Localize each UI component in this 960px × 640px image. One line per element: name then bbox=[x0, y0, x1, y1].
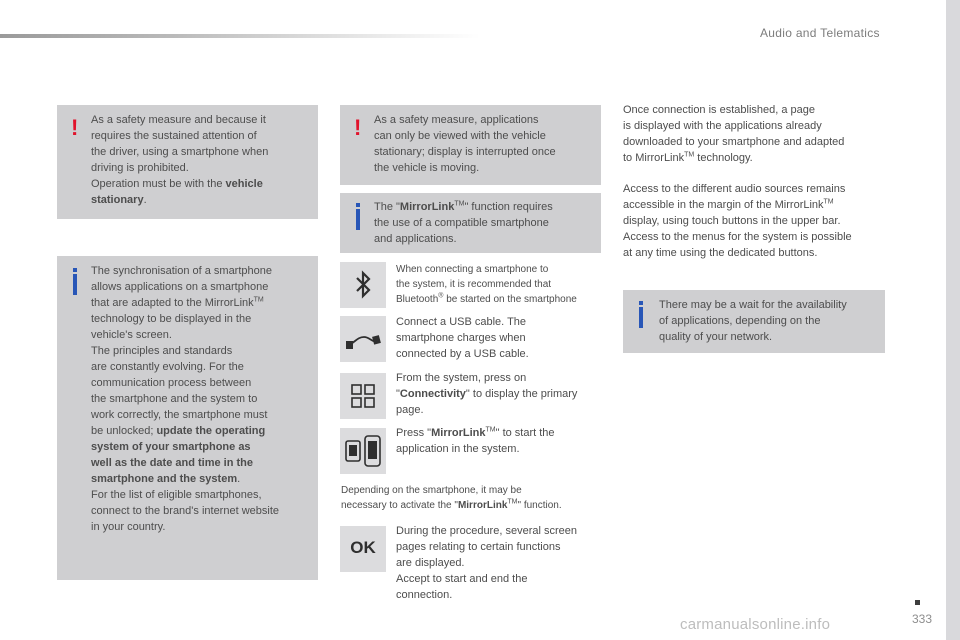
usb-cable-icon bbox=[340, 316, 386, 362]
text-line bbox=[374, 199, 596, 215]
usb-tile bbox=[340, 316, 386, 362]
left-warning-text bbox=[91, 112, 311, 208]
text-line: requires the sustained attention of bbox=[91, 130, 257, 142]
text-run: " function. bbox=[517, 500, 562, 511]
left-info-box bbox=[57, 256, 318, 580]
info-icon bbox=[639, 307, 643, 328]
text-line: and applications. bbox=[374, 233, 457, 245]
usb-step-text bbox=[396, 314, 602, 362]
page-edge-strip bbox=[946, 0, 960, 640]
text-run: " function requires bbox=[464, 201, 553, 213]
text-line: Access to the different audio sources remains bbox=[623, 183, 846, 195]
text-line: page. bbox=[396, 404, 424, 416]
text-line: the use of a compatible smartphone bbox=[374, 217, 549, 229]
connectivity-tile[interactable] bbox=[340, 373, 386, 419]
warning-icon: ! bbox=[354, 115, 362, 140]
text-line bbox=[396, 292, 602, 307]
text-run: " bbox=[396, 388, 400, 400]
text-run: be unlocked; bbox=[91, 425, 157, 437]
right-paragraph-2 bbox=[623, 181, 893, 261]
text-line: can only be viewed with the vehicle bbox=[374, 130, 546, 142]
bluetooth-step-text bbox=[396, 262, 602, 307]
text-line: system of your smartphone as bbox=[91, 441, 251, 453]
text-line: is displayed with the applications already bbox=[623, 120, 822, 132]
text-line: work correctly, the smartphone must bbox=[91, 409, 268, 421]
text-run: Operation must be with the bbox=[91, 178, 226, 190]
text-run: accessible in the margin of the MirrorLink bbox=[623, 199, 824, 211]
trademark-sup: TM bbox=[684, 151, 695, 159]
text-line: are displayed. bbox=[396, 557, 465, 569]
text-line: During the procedure, several screen bbox=[396, 525, 577, 537]
text-line: As a safety measure and because it bbox=[91, 114, 266, 126]
text-line: driving is prohibited. bbox=[91, 162, 189, 174]
mirrorlink-step-text bbox=[396, 425, 602, 457]
text-line: connection. bbox=[396, 589, 453, 601]
watermark: carmanualsonline.info bbox=[680, 616, 831, 633]
text-line: As a safety measure, applications bbox=[374, 114, 539, 126]
text-line: downloaded to your smartphone and adapted bbox=[623, 136, 845, 148]
text-line bbox=[91, 192, 311, 208]
text-line: of applications, depending on the bbox=[659, 315, 821, 327]
text-line: Once connection is established, a page bbox=[623, 104, 816, 116]
middle-info-box bbox=[340, 193, 601, 253]
text-line bbox=[91, 295, 313, 311]
text-line: at any time using the dedicated buttons. bbox=[623, 247, 818, 259]
text-line bbox=[91, 176, 311, 192]
bluetooth-tile bbox=[340, 262, 386, 308]
middle-warning-text bbox=[374, 112, 596, 176]
page-number: 333 bbox=[912, 612, 933, 626]
text-line: well as the date and time in the bbox=[91, 457, 253, 469]
text-line: the driver, using a smartphone when bbox=[91, 146, 269, 158]
text-line: pages relating to certain functions bbox=[396, 541, 561, 553]
text-run: technology. bbox=[694, 152, 753, 164]
text-line: the smartphone and the system to bbox=[91, 393, 258, 405]
text-line: the vehicle is moving. bbox=[374, 162, 480, 174]
bold-run: MirrorLink bbox=[399, 201, 455, 213]
activation-note bbox=[341, 483, 603, 513]
text-run: that are adapted to the MirrorLink bbox=[91, 297, 254, 309]
mirrorlink-tile[interactable] bbox=[340, 428, 386, 474]
text-line: in your country. bbox=[91, 521, 166, 533]
left-warning-box bbox=[57, 105, 318, 219]
text-line: smartphone charges when bbox=[396, 332, 526, 344]
text-line bbox=[341, 498, 603, 513]
ok-tile[interactable] bbox=[340, 526, 386, 572]
mirrorlink-icon bbox=[340, 428, 386, 474]
warning-icon: ! bbox=[71, 115, 79, 140]
text-line: communication process between bbox=[91, 377, 252, 389]
text-line bbox=[396, 386, 606, 402]
text-line: The principles and standards bbox=[91, 345, 233, 357]
text-run: . bbox=[143, 194, 147, 206]
text-run: " to start the bbox=[495, 427, 555, 439]
text-run: " to display the primary bbox=[465, 388, 578, 400]
trademark-sup: TM bbox=[507, 498, 518, 506]
text-line: display, using touch buttons in the upper bar. bbox=[623, 215, 841, 227]
trademark-sup: TM bbox=[454, 200, 465, 208]
ok-button-label: OK bbox=[350, 538, 376, 557]
connectivity-step-text bbox=[396, 370, 606, 418]
text-line: Accept to start and end the bbox=[396, 573, 528, 585]
text-line: Depending on the smartphone, it may be bbox=[341, 485, 522, 496]
apps-grid-icon bbox=[340, 373, 386, 419]
bold-run: MirrorLink bbox=[457, 500, 508, 511]
text-line: connected by a USB cable. bbox=[396, 348, 529, 360]
middle-warning-box bbox=[340, 105, 601, 185]
text-line: When connecting a smartphone to bbox=[396, 264, 549, 275]
text-line: Access to the menus for the system is possible bbox=[623, 231, 852, 243]
text-run: to MirrorLink bbox=[623, 152, 685, 164]
text-line: smartphone and the system. bbox=[91, 473, 241, 485]
info-icon bbox=[73, 274, 77, 295]
bluetooth-icon bbox=[340, 262, 386, 308]
right-info-text bbox=[659, 297, 881, 345]
text-run: necessary to activate the " bbox=[341, 500, 458, 511]
right-paragraph-1 bbox=[623, 102, 893, 166]
text-line: the system, it is recommended that bbox=[396, 279, 552, 290]
bold-run: stationary bbox=[91, 194, 144, 206]
text-run: Press " bbox=[396, 427, 432, 439]
text-line: technology to be displayed in the bbox=[91, 313, 252, 325]
header-rule bbox=[0, 34, 480, 38]
bold-run: smartphone and the system bbox=[91, 473, 238, 485]
page-marker bbox=[915, 600, 920, 605]
bold-run: vehicle bbox=[225, 178, 263, 190]
bold-run: update the operating bbox=[156, 425, 266, 437]
trademark-sup: TM bbox=[485, 426, 496, 434]
text-line: For the list of eligible smartphones, bbox=[91, 489, 262, 501]
text-line bbox=[91, 423, 313, 439]
registered-sup: ® bbox=[438, 292, 444, 300]
bold-run: Connectivity bbox=[399, 388, 466, 400]
section-title: Audio and Telematics bbox=[760, 26, 880, 40]
text-line: There may be a wait for the availability bbox=[659, 299, 847, 311]
text-line bbox=[623, 150, 893, 166]
trademark-sup: TM bbox=[823, 198, 834, 206]
trademark-sup: TM bbox=[253, 296, 264, 304]
text-line: The synchronisation of a smartphone bbox=[91, 265, 272, 277]
text-line: application in the system. bbox=[396, 443, 520, 455]
middle-info-text bbox=[374, 199, 596, 247]
right-info-box bbox=[623, 290, 885, 353]
text-line: allows applications on a smartphone bbox=[91, 281, 269, 293]
text-run: Bluetooth bbox=[396, 294, 439, 305]
left-info-text bbox=[91, 263, 313, 535]
text-line: connect to the brand's internet website bbox=[91, 505, 279, 517]
text-line bbox=[623, 197, 893, 213]
text-run: be started on the smartphone bbox=[443, 294, 577, 305]
text-run: The " bbox=[374, 201, 400, 213]
text-line: Connect a USB cable. The bbox=[396, 316, 527, 328]
text-line: vehicle's screen. bbox=[91, 329, 172, 341]
text-line bbox=[396, 425, 602, 441]
text-line: stationary; display is interrupted once bbox=[374, 146, 556, 158]
info-icon bbox=[356, 209, 360, 230]
text-line: are constantly evolving. For the bbox=[91, 361, 244, 373]
bold-run: MirrorLink bbox=[431, 427, 486, 439]
text-line: quality of your network. bbox=[659, 331, 773, 343]
text-line: From the system, press on bbox=[396, 372, 527, 384]
ok-step-text bbox=[396, 523, 606, 603]
